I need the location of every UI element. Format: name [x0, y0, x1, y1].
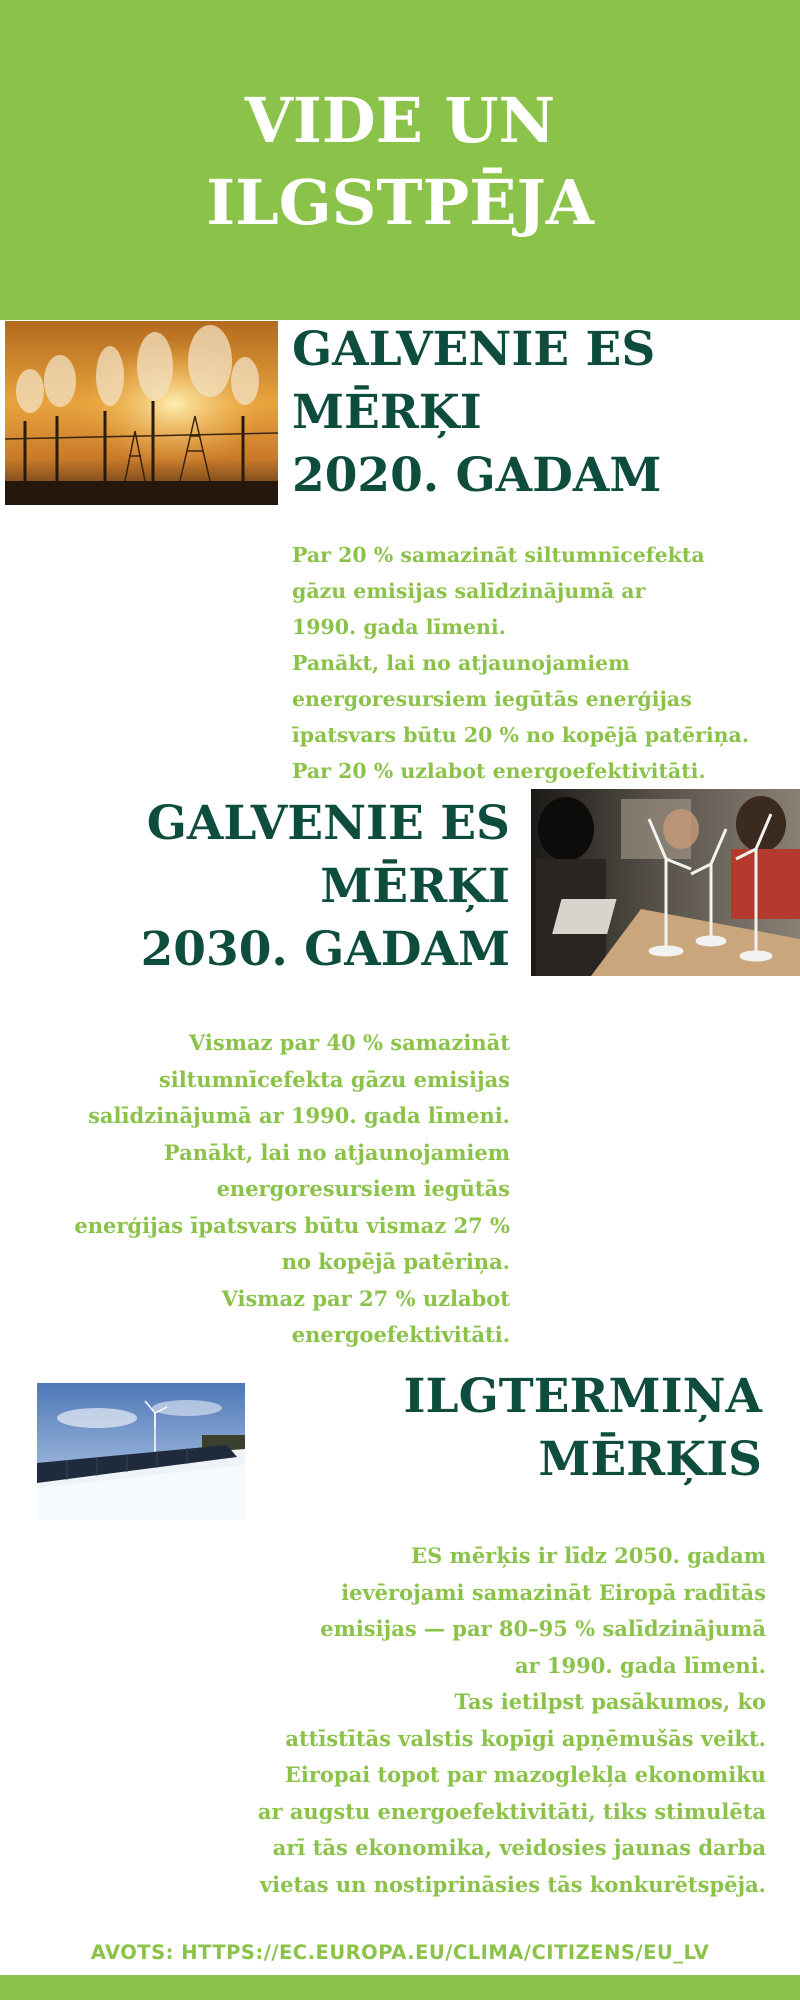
text-line: energoresursiem iegūtās enerģijas: [292, 687, 692, 711]
heading-line: MĒRĶIS: [538, 1432, 762, 1487]
text-line: gāzu emisijas salīdzinājumā ar: [292, 579, 646, 603]
text-line: siltumnīcefekta gāzu emisijas: [158, 1066, 510, 1092]
text-line: enerģijas īpatsvars būtu vismaz 27 %: [74, 1212, 510, 1238]
text-line: ievērojami samazināt Eiropā radītās: [341, 1579, 766, 1605]
text-line: Par 20 % uzlabot energoefektivitāti.: [292, 759, 706, 783]
text-line: energoresursiem iegūtās: [216, 1176, 510, 1201]
text-line: ES mērķis ir līdz 2050. gadam: [411, 1543, 766, 1568]
text-2020-goals: [292, 537, 749, 789]
heading-2020-goals: [292, 318, 661, 507]
page-title-line: VIDE UN: [244, 84, 556, 157]
text-line: īpatsvars būtu 20 % no kopējā patēriņa.: [292, 723, 749, 747]
heading-line: ILGTERMIŅA: [403, 1369, 762, 1424]
text-line: Par 20 % samazināt siltumnīcefekta: [292, 543, 705, 567]
text-line: arī tās ekonomika, veidosies jaunas darba: [272, 1835, 766, 1860]
text-line: Vismaz par 27 % uzlabot: [221, 1285, 510, 1311]
text-line: Panākt, lai no atjaunojamiem: [292, 651, 630, 675]
header-banner: [0, 0, 800, 320]
page-title-line: ILGSTPĒJA: [206, 166, 594, 239]
text-line: energoefektivitāti.: [291, 1322, 510, 1347]
heading-line: 2020. GADAM: [292, 448, 662, 503]
heading-long-term-goal: [330, 1365, 762, 1491]
footer-bar: [0, 1975, 800, 2000]
text-line: Tas ietilpst pasākumos, ko: [454, 1689, 766, 1714]
text-line: Vismaz par 40 % samazināt: [189, 1030, 510, 1055]
text-line: no kopējā patēriņa.: [281, 1249, 510, 1274]
text-line: attīstītās valstis kopīgi apņēmušās veikt.: [285, 1725, 766, 1751]
text-line: vietas un nostiprināsies tās konkurētspēja.: [259, 1871, 766, 1897]
source-link: AVOTS: HTTPS://EC.EUROPA.EU/CLIMA/CITIZENS/EU_LV: [90, 1941, 710, 1964]
text-long-term-goal: [150, 1538, 766, 1903]
heading-line: GALVENIE ES: [292, 322, 656, 377]
text-line: Eiropai topot par mazoglekļa ekonomiku: [284, 1762, 766, 1787]
heading-2030-goals: [60, 792, 510, 981]
text-2030-goals: [20, 1025, 510, 1354]
text-line: ar augstu energoefektivitāti, tiks stimulēta: [257, 1798, 766, 1824]
heading-line: 2030. GADAM: [140, 922, 510, 977]
text-line: Panākt, lai no atjaunojamiem: [163, 1139, 510, 1165]
text-line: 1990. gada līmeni.: [292, 615, 506, 639]
text-line: ar 1990. gada līmeni.: [514, 1652, 766, 1678]
industrial-smoke-stacks-photo: [5, 321, 278, 505]
heading-line: MĒRĶI: [292, 385, 482, 440]
page-title: [0, 80, 800, 244]
heading-line: GALVENIE ES: [146, 796, 510, 851]
text-line: salīdzinājumā ar 1990. gada līmeni.: [88, 1103, 510, 1128]
solar-panels-in-snow-photo: [37, 1383, 245, 1520]
heading-line: MĒRĶI: [320, 859, 510, 914]
people-with-wind-turbine-models-photo: [531, 789, 800, 976]
text-line: emisijas — par 80–95 % salīdzinājumā: [320, 1616, 766, 1641]
